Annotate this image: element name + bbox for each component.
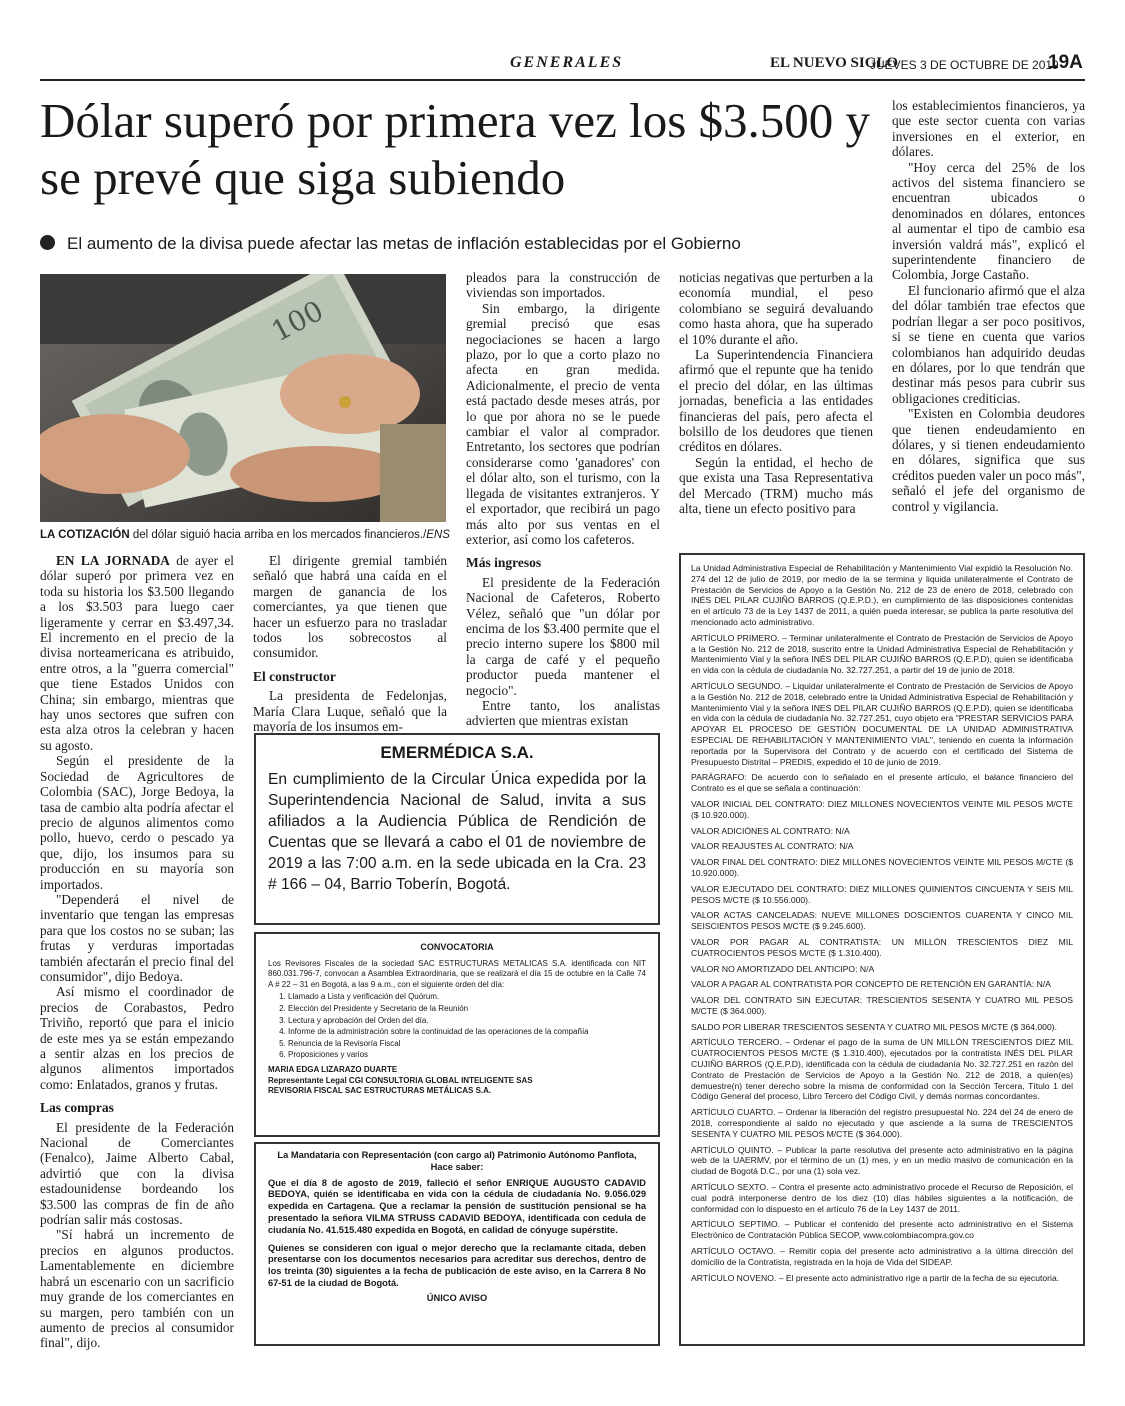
resolution-paragraph: ARTÍCULO NOVENO. – El presente acto administrativo rige a partir de la fecha de su ejecutoria.	[691, 1272, 1060, 1283]
resolution-paragraph: VALOR NO AMORTIZADO DEL ANTICIPO: N/A	[691, 963, 875, 974]
headline: Dólar superó por primera vez los $3.500 y se prevé que siga subiendo	[40, 93, 871, 205]
panflota-notice	[254, 1142, 660, 1346]
notice-title: CONVOCATORIA	[420, 942, 494, 952]
subheadline-text: El aumento de la divisa puede afectar las metas de inflación establecidas por el Gobierno	[67, 234, 741, 253]
notice-title: EMERMÉDICA S.A.	[380, 743, 534, 762]
photo-credit: ENS	[426, 529, 450, 541]
article-column-5	[892, 98, 1085, 514]
svg-text:100: 100	[266, 293, 329, 349]
resolution-paragraph: ARTÍCULO SEGUNDO. – Liquidar unilateralmente el Contrato de Prestación de Servicios de Apoyo a la Gestión No. 212 de 2018, celebrado entre la Unidad Administrativa Especial de Rehabilitación y Mantenimiento Vial y la señora INES DEL PILAR CUJIÑO BARROS (Q.E.P.D), quien se identificaba en vida con la cédula de ciudadanía No. 32.727.251, cuyo objeto era "PRESTAR SERVICIOS PARA APOYAR EL PROCESO DE GESTIÓN DOCUMENTAL DE LA UNIDAD ADMINISTRATIVA ESPECIAL DE REHABILITACIÓN Y MANTENIMIENTO VIAL", teniendo en cuenta la información reportada por la Supervisora del Contrato y de acuerdo con el certificado del Sistema de Presupuesto Distrital – PREDIS, expedido el 10 de junio de 2019.	[691, 680, 1073, 767]
issue-date: JUEVES 3 DE OCTUBRE DE 2019	[870, 58, 1059, 72]
agenda-list	[288, 992, 646, 1061]
resolution-paragraph: VALOR REAJUSTES AL CONTRATO: N/A	[691, 841, 854, 852]
paragraph: Según el presidente de la Sociedad de Agricultores de Colombia (SAC), Jorge Bedoya, la tasa de cambio alta podría afectar el precio de algunos alimentos como pollo, huevo, cerdo o pescado ya que, dijo, los insumos para su producción en su mayoría son importados.	[40, 753, 234, 892]
agenda-item: 2. Elección del Presidente y Secretario de la Reunión	[288, 1004, 646, 1015]
resolution-notice	[679, 553, 1085, 1346]
resolution-paragraph: VALOR DEL CONTRATO SIN EJECUTAR: TRESCIENTOS SESENTA Y CUATRO MIL PESOS M/CTE ($ 364.000).	[691, 995, 1073, 1016]
caption-lead: LA COTIZACIÓN	[40, 529, 130, 541]
newspaper-name: EL NUEVO SIGLO	[770, 55, 899, 71]
resolution-paragraph: La Unidad Administrativa Especial de Rehabilitación y Mantenimiento Vial expidió la Resolución No. 274 del 12 de julio de 2019, por medio de la se termina y liquida unilateralmente el Contrato de Prestación de Servicios de Apoyo a la Gestión No. 212 de 23 de enero de 2018, celebrado con INÉS DEL PILAR CUJIÑO BARROS (Q.E.P.D.), en cumplimiento de las disposiciones contenidas en el artículo 73 de la Ley 1437 de 2011, a quién pueda interesar, se publica la parte resolutiva del mencionado acto administrativo.	[691, 563, 1073, 627]
paragraph: La Superintendencia Financiera afirmó que el repunte que ha tenido el precio del dólar, en las últimas jornadas, beneficia a las entidades financieras del país, pero afecta el bolsillo de los deudores que tienen créditos en dólares.	[679, 347, 873, 455]
notice-title: La Mandataria con Representación (con cargo al) Patrimonio Autónomo Panflota,	[277, 1150, 637, 1160]
section-heading: Las compras	[40, 1100, 114, 1116]
resolution-paragraph: VALOR POR PAGAR AL CONTRATISTA: UN MILLÓN TRESCIENTOS DIEZ MIL CUATROCIENTOS PESOS M/CTE ($ 1.310.400).	[691, 936, 1073, 958]
agenda-item: 5. Renuncia de la Revisoría Fiscal	[288, 1039, 646, 1050]
agenda-item: 6. Proposiciones y varios	[288, 1050, 646, 1061]
subheadline	[40, 234, 880, 254]
paragraph: Entre tanto, los analistas advierten que mientras existan	[466, 697, 660, 729]
paragraph: pleados para la construcción de viviendas son importados.	[466, 270, 660, 301]
notice-paragraph: Quienes se consideren con igual o mejor derecho que la reclamante citada, deben presentarse con los documentos necesarios para acreditar sus derechos, dentro de los treinta (30) siguientes a la fecha de publicación de este aviso, en la Carrera 8 No 67-51 de la ciudad de Bogotá.	[268, 1242, 646, 1288]
section-label: GENERALES	[510, 54, 624, 71]
photo-caption	[40, 528, 450, 542]
caption-text: del dólar siguió hacia arriba en los mercados financieros./	[129, 529, 427, 541]
notice-footer: ÚNICO AVISO	[426, 1292, 488, 1303]
money-hands-photo	[40, 274, 446, 522]
paragraph: El presidente de la Federación Nacional de Cafeteros, Roberto Vélez, señaló que "un dólar por encima de los $3.400 permite que el precio interno supere los $800 mil la carga de café y el pequeño productor pueda mantener el negocio".	[466, 574, 660, 698]
resolution-paragraph: VALOR EJECUTADO DEL CONTRATO: DIEZ MILLONES QUINIENTOS CINCUENTA Y SEIS MIL PESOS M/CTE ($ 10.556.000).	[691, 883, 1073, 905]
resolution-paragraph: ARTÍCULO TERCERO. – Ordenar el pago de la suma de UN MILLÓN TRESCIENTOS DIEZ MIL CUATROCIENTOS PESOS M/CTE ($ 1.310.400), ejecutados por la contratista INÉS DEL PILAR CUJIÑO BARROS (Q.E.P.D), identificada con la cédula de ciudadanía No. 32.727.251 en razón del Contrato de Prestación de Servicios de Apoyo a la Gestión No. 212 de 2018, a quien(es) demuestre(n) tener derecho sobre la misma de conformidad con la Sección Tercera, Título 1 del Código General del proceso, Libro Tercero del Código Civil, y demás normas concordantes.	[691, 1037, 1073, 1102]
header-rule	[40, 79, 1085, 81]
paragraph: El dirigente gremial también señaló que habrá una caída en el margen de ganancia de los comerciantes, ya que tienen que hacer un esfuerzo para no trasladar todos los sobrecostos al consumidor.	[253, 553, 447, 661]
bullet-icon	[40, 235, 55, 250]
resolution-paragraph: VALOR ACTAS CANCELADAS: NUEVE MILLONES DOSCIENTOS CUARENTA Y CINCO MIL SEISCIENTOS PESOS M/CTE ($ 9.245.600).	[691, 910, 1073, 932]
resolution-paragraph: ARTÍCULO QUINTO. – Publicar la parte resolutiva del presente acto administrativo en la página web de la UAERMV, por el término de un (1) mes, y en un medio masivo de comunicación en la ciudad de Bogotá D.C., por una (1) sola vez.	[691, 1144, 1073, 1177]
resolution-paragraph: ARTÍCULO PRIMERO. – Terminar unilateralmente el Contrato de Prestación de Servicios de Apoyo a la Gestión No. 212 de 2018, suscrito entre la Unidad Administrativa Especial de Rehabilitación y Mantenimiento Vial y la señora INÉS DEL PILAR CUJIÑO BARROS (Q.E.P.D), quien se identificaba en vida con la cédula de ciudadanía No. 32.727.251, a partir del 19 de junio de 2018.	[691, 632, 1073, 676]
resolution-paragraph: VALOR ADICIÓNES AL CONTRATO: N/A	[691, 825, 850, 836]
lead-in: EN LA JORNADA	[56, 553, 170, 568]
notice-subtitle: Hace saber:	[430, 1161, 484, 1172]
resolution-paragraph: VALOR A PAGAR AL CONTRATISTA POR CONCEPTO DE RETENCIÓN EN GARANTÍA: N/A	[691, 979, 1051, 990]
resolution-paragraph: ARTÍCULO SEPTIMO. – Publicar el contenido del presente acto administrativo en el Sistema Electrónico de Contratación Pública SECOP, www.colombiacompra.gov.co	[691, 1219, 1073, 1241]
paragraph: Según la entidad, el hecho de que exista una Tasa Representativa del Mercado (TRM) mucho más alta, tiene un efecto positivo para	[679, 454, 873, 517]
paragraph: El presidente de la Federación Nacional de Comerciantes (Fenalco), Jaime Alberto Cabal, advirtió que con la divisa estadounidense bordeando los $3.500 las compras de fin de año podrían salir más costosas.	[40, 1119, 234, 1228]
section-heading: Más ingresos	[466, 555, 542, 571]
resolution-paragraph: ARTÍCULO OCTAVO. – Remitir copia del presente acto administrativo a la última dirección del domicilio de la Contratista, registrada en la hoja de Vida del SIDEAP.	[691, 1246, 1073, 1267]
signatory-firm: REVISORIA FISCAL SAC ESTRUCTURAS METÁLICAS S.A.	[268, 1086, 492, 1096]
resolution-paragraph: SALDO POR LIBERAR TRESCIENTOS SESENTA Y CUATRO MIL PESOS M/CTE ($ 364.000).	[691, 1021, 1057, 1032]
article-column-1	[40, 553, 234, 1351]
paragraph: los establecimientos financieros, ya que este sector cuenta con varias inversiones en el exterior, en dólares.	[892, 98, 1085, 160]
page-number: 19A	[1048, 52, 1083, 73]
paragraph: Así mismo el coordinador de precios de Corabastos, Pedro Triviño, reportó que para el inicio de este mes ya se están empezando a sentir alzas en los precios de algunos alimentos importados como: Enlatados, granos y frutas.	[40, 984, 234, 1092]
section-heading: El constructor	[253, 668, 336, 684]
resolution-paragraph: PARÁGRAFO: De acuerdo con lo señalado en el presente artículo, el balance financiero del Contrato es el que se señala a continuación:	[691, 772, 1073, 794]
paragraph: "Hoy cerca del 25% de los activos del sistema financiero se encuentran ubicados o denominados en dólares, entonces al aumentar el tipo de cambio esa inversión valdrá más", explicó el superintendente financiero de Colombia, Jorge Castaño.	[892, 159, 1085, 283]
resolution-paragraph: ARTÍCULO CUARTO. – Ordenar la liberación del registro presupuestal No. 224 del 24 de enero de 2018, correspondiente al saldo no ejecutado y que asciende a la suma de TRESCIENTOS SESENTA Y CUATRO MIL PESOS M/CTE ($ 364.000).	[691, 1107, 1073, 1139]
article-column-3	[466, 270, 660, 729]
emermedica-notice	[254, 733, 660, 925]
notice-intro: Los Revisores Fiscales de la sociedad SAC ESTRUCTURAS METALICAS S.A. identificada con NIT 860.031.796-7, convocan a Asamblea Extraordinaria, que se realizará el día 15 de octubre en la Calle 74 A # 22 – 31 en Bogotá, a las 9 a.m., con el siguiente orden del día:	[268, 958, 646, 989]
resolution-paragraph: VALOR FINAL DEL CONTRATO: DIEZ MILLONES NOVECIENTOS VEINTE MIL PESOS M/CTE ($ 10.920.000).	[691, 857, 1073, 878]
notice-body: En cumplimiento de la Circular Única expedida por la Superintendencia Nacional de Salud, invita a sus afiliados a la Audiencia Pública de Rendición de Cuentas que se llevará a cabo el 01 de noviembre de 2019 a las 7:00 a.m. en la sede ubicada en la Cra. 23 # 166 – 04, Barrio Toberín, Bogotá.	[268, 771, 646, 893]
agenda-item: 4. Informe de la administración sobre la continuidad de las operaciones de la compañía	[288, 1027, 646, 1038]
paragraph: El funcionario afirmó que el alza del dólar también trae efectos que podrían llegar a ser poco positivos, si se tiene en cuenta que varios colombianos han adquirido deudas en dólares, por lo que tendrán que destinar más pesos para cubrir sus obligaciones crediticias.	[892, 282, 1085, 406]
signatory-role: Representante Legal CGI CONSULTORIA GLOBAL INTELIGENTE SAS	[268, 1075, 533, 1085]
resolution-paragraph: VALOR INICIAL DEL CONTRATO: DIEZ MILLONES NOVECIENTOS VEINTE MIL PESOS M/CTE ($ 10.920.000).	[691, 798, 1073, 820]
notice-paragraph: Que el día 8 de agosto de 2019, falleció el señor ENRIQUE AUGUSTO CADAVID BEDOYA, quién se identificaba en vida con la cédula de ciudadanía No. 9.056.029 expedida en Cartagena. Que a reclamar la pensión de sustitución pensional se ha presentado la señora VILMA STRUSS CADAVID BEDOYA, identificada con cedula de ciudanía No. 41.515.480 expedida en Bogotá, en calidad de cónyuge supérstite.	[268, 1177, 646, 1235]
paragraph: "Sí habrá un incremento de precios en algunos productos. Lamentablemente en diciembre habrá un escenario con un sacrificio muy grande de los comerciantes en su margen, pero también con un aumento de precios al consumidor final", dijo.	[40, 1227, 234, 1351]
signatory-name: MARIA EDGA LIZARAZO DUARTE	[268, 1064, 398, 1074]
paragraph: La presidenta de Fedelonjas, María Clara Luque, señaló que la mayoría de los insumos em-	[253, 688, 447, 735]
agenda-item: 3. Lectura y aprobación del Orden del día.	[288, 1016, 646, 1027]
paragraph: EN LA JORNADA de ayer el dólar superó por primera vez en toda su historia los $3.500 llegando a los $3.503 para luego caer ligeramente y cerrar en $3.497,34. El incremento en el precio de la divisa norteamericana es atribuido, entre otros, a la "guerra comercial" que tiene Estados Unidos con China; sin embargo, mientras que hay unos sectores que sufren con esta alza otros la celebran y hacen su agosto.	[40, 553, 234, 753]
convocatoria-notice	[254, 932, 660, 1137]
paragraph: "Dependerá el nivel de inventario que tengan las empresas para que los costos no se suban; las frutas y verduras importadas también afectarán el precio final del consumidor", dijo Bedoya.	[40, 891, 234, 984]
paragraph: noticias negativas que perturben a la economía mundial, el peso colombiano se seguirá devaluando como hasta ahora, que ha superado el 10% durante el año.	[679, 270, 873, 347]
paragraph: "Existen en Colombia deudores que tienen endeudamiento en dólares, y si tienen endeudamiento en dólares, significa que sus créditos pueden valer un poco más", señaló el jefe del organismo de control y vigilancia.	[892, 406, 1085, 514]
article-column-4	[679, 270, 873, 517]
resolution-paragraph: ARTÍCULO SEXTO. – Contra el presente acto administrativo procede el Recurso de Reposición, el cual podrá interponerse dentro de los diez (10) días hábiles siguientes a la notificación, de conformidad con lo dispuesto en el artículo 76 de la Ley 1437 de 2011.	[691, 1182, 1073, 1214]
article-column-2	[253, 553, 447, 734]
article-photo	[40, 274, 446, 522]
paragraph: Sin embargo, la dirigente gremial precisó que esas negociaciones se hacen a largo plazo, por lo que a corto plazo no afecta en gran medida. Adicionalmente, el precio de venta está pactado desde meses atrás, por lo que por ahora no se le puede cambiar el valor al comprador. Entretanto, los sectores que podrían considerarse como 'ganadores' con el dólar alto, son el turismo, con la llegada de visitantes extranjeros. Y el exportador, que recibirá un pago más alto por sus ventas en el exterior, así como los cafeteros.	[466, 300, 660, 547]
agenda-item: 1. Llamado a Lista y verificación del Quórum.	[288, 992, 646, 1003]
